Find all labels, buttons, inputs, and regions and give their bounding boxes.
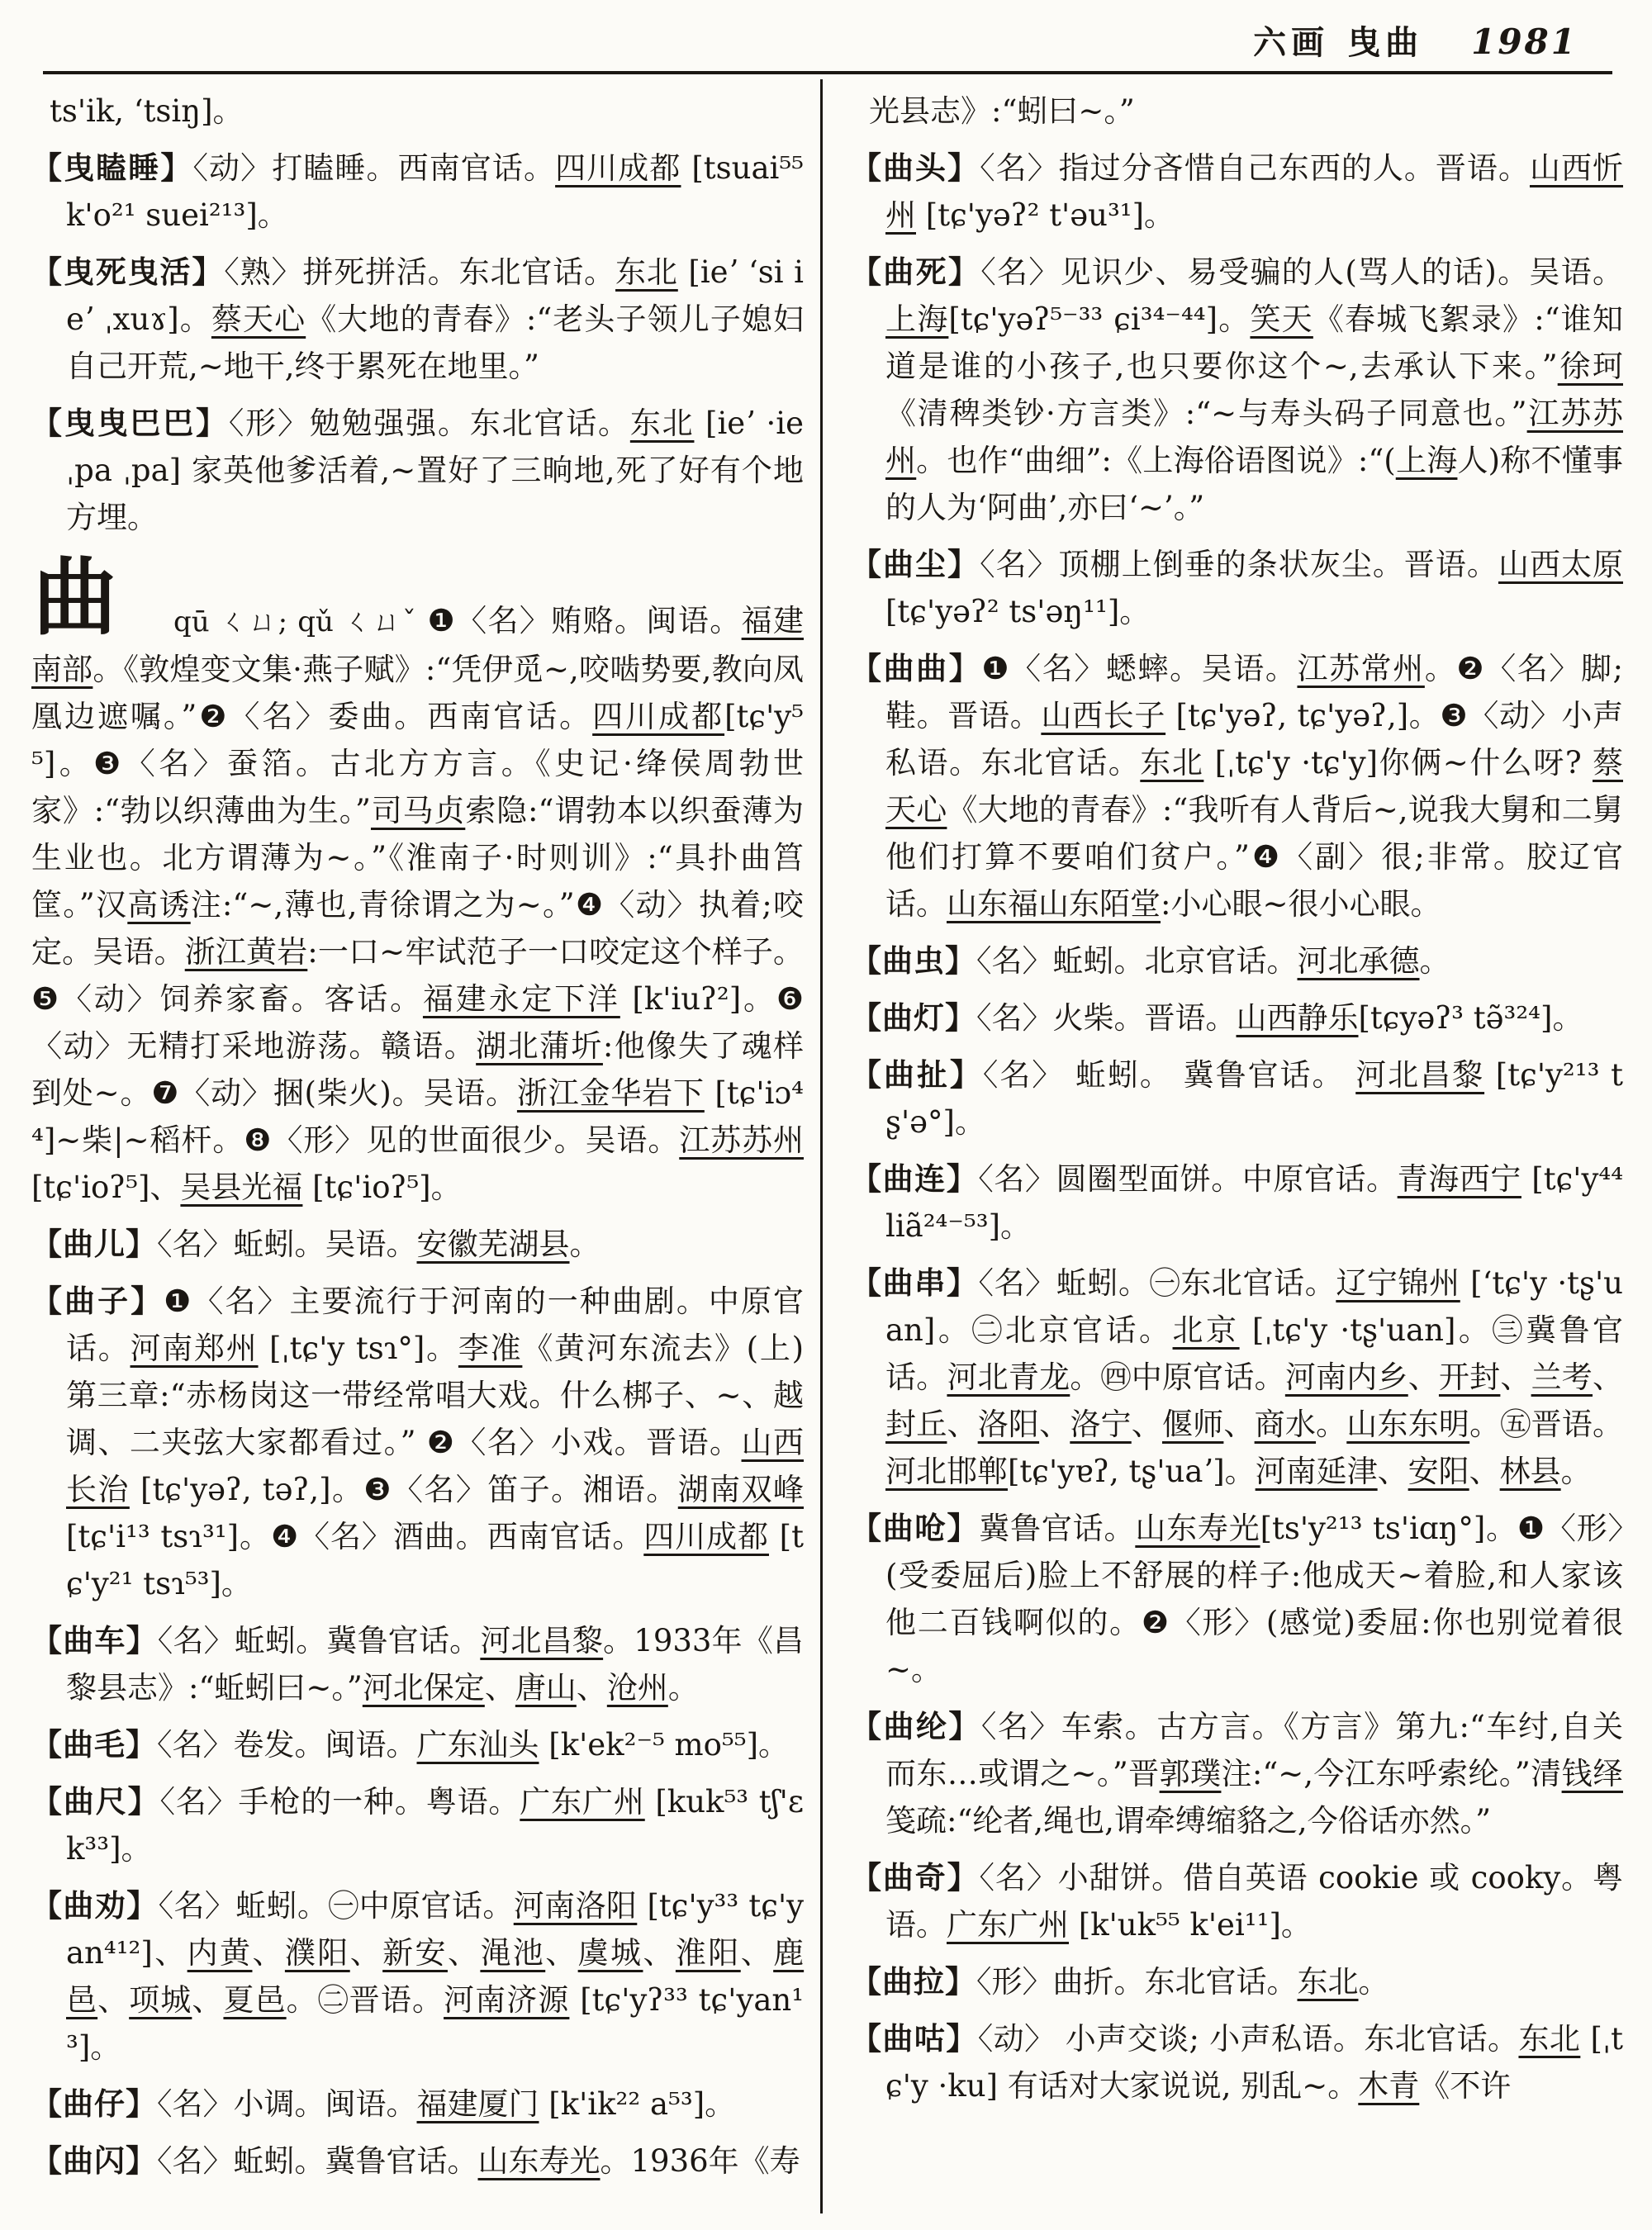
entry-headword: 【曳曳巴巴】 [31, 405, 229, 441]
dialect-location: 福建南部 [31, 603, 804, 687]
dictionary-entry: 【曲劝】〈名〉蚯蚓。㊀中原官话。河南洛阳 [tɕ'y³³ tɕ'yan⁴¹²]、内黄、濮阳、新安、渑池、虞城、淮阳、鹿邑、项城、夏邑。㊁晋语。河南济源 [tɕ'yʔ³³ tɕ'yan¹³]。 [31, 1887, 805, 2065]
dialect-location: 蔡天心 [211, 301, 306, 337]
dialect-location: 濮阳 [284, 1935, 350, 1971]
dialect-location: 湖南双峰 [677, 1472, 805, 1507]
continuation-line: 光县志》:“蚓曰~。” [869, 93, 1135, 129]
dialect-location: 偃师 [1161, 1407, 1224, 1442]
dictionary-entry: 【曲虫】〈名〉蚯蚓。北京官话。河北承德。 [851, 942, 1450, 979]
dictionary-entry: 【曲扯】〈名〉 蚯蚓。 冀鲁官话。 河北昌黎 [tɕ'y²¹³ tʂ'ə°]。 [851, 1056, 1624, 1140]
dialect-location: 江苏苏州 [885, 396, 1623, 478]
dialect-location: 郭璞 [1159, 1756, 1222, 1791]
dialect-location: 河北邯郸 [885, 1454, 1008, 1489]
dialect-location: 东北 [629, 406, 695, 441]
dialect-location: 广东汕头 [416, 1727, 539, 1763]
dialect-location: 山西长子 [1041, 698, 1166, 733]
dialect-location: 山东寿光 [477, 2143, 601, 2179]
dictionary-entry: 【曲曲】❶〈名〉蟋蟀。吴语。江苏常州。❷〈名〉脚;鞋。晋语。山西长子 [tɕ'yəʔ, tɕ'yəʔ,]。❸〈动〉小声私语。东北官话。东北 [ˌtɕ'y ·tɕ'y]你俩~什么呀? 蔡天心《大地的青春》:“我听有人背后~,说我大舅和二舅他们打算不要咱们贫户。”❹〈副〉很;非常。胶辽官话。山东福山东陌堂:小心眼~很小心眼。 [851, 650, 1624, 922]
dialect-location: 山西太原 [1498, 547, 1624, 582]
entry-headword: 【曲劝】 [31, 1887, 159, 1924]
dictionary-entry: 【曲闪】〈名〉蚯蚓。冀鲁官话。山东寿光。1936年《寿 [31, 2142, 800, 2179]
dialect-location: 鹿邑 [66, 1935, 805, 2018]
dialect-location: 河南郑州 [130, 1331, 259, 1366]
entry-headword: 【曲尘】 [851, 546, 980, 582]
entry-headword: 【曲扯】 [851, 1056, 983, 1093]
dialect-location: 四川成都 [592, 699, 725, 734]
entry-headword: 【曲子】 [31, 1283, 164, 1319]
right-column [851, 88, 1623, 2119]
dialect-location: 兰考 [1531, 1359, 1593, 1395]
dictionary-entry: 【曲纶】〈名〉车索。古方言。《方言》第九:“车纣,自关而东…或谓之~。”晋郭璞注:“~,今江东呼索纶。”清钱绎笺疏:“纶者,绳也,谓牵缚缩貉之,今俗话亦然。” [851, 1708, 1624, 1839]
dialect-location: 山东东明 [1346, 1407, 1470, 1442]
dictionary-entry: 【曲车】〈名〉蚯蚓。冀鲁官话。河北昌黎。1933年《昌黎县志》:“蚯蚓曰~。”河北保定、唐山、沧州。 [31, 1622, 805, 1706]
dialect-location: 山东福山东陌堂 [947, 886, 1161, 922]
dialect-location: 洛宁 [1070, 1407, 1132, 1442]
dialect-location: 广东广州 [947, 1907, 1069, 1943]
dialect-location: 吴县光福 [180, 1170, 303, 1205]
main-character: 曲 [33, 548, 117, 648]
entry-headword: 【曲串】 [851, 1264, 979, 1301]
dialect-location: 木青 [1358, 2068, 1420, 2104]
dictionary-entry: 【曲死】〈名〉见识少、易受骗的人(骂人的话)。吴语。上海[tɕ'yəʔ⁵⁻³³ ɕi³⁴⁻⁴⁴]。笑天《春城飞絮录》:“谁知道是谁的小孩子,也只要你这个~,去承认下来。”徐珂《清稗类钞·方言类》:“~与寿头码子同意也。”江苏苏州。也作“曲细”:《上海俗语图说》:“(上海人)称不懂事的人为‘阿曲’,亦曰‘~’。” [851, 254, 1624, 525]
dialect-location: 李准 [458, 1331, 523, 1366]
dictionary-entry: 【曲头】〈名〉指过分吝惜自己东西的人。晋语。山西忻州 [tɕ'yəʔ² t'əu³¹]。 [851, 149, 1624, 233]
dictionary-entry: 【曲咕】〈动〉 小声交谈; 小声私语。东北官话。东北 [ˌtɕ'y ·ku] 有话对大家说说, 别乱~。木青《不许 [851, 2020, 1623, 2104]
dialect-location: 东北 [615, 254, 678, 290]
dialect-location: 开封 [1438, 1359, 1501, 1395]
dialect-location: 东北 [1518, 2021, 1581, 2057]
dictionary-entry: 【曲子】❶〈名〉主要流行于河南的一种曲剧。中原官话。河南郑州 [ˌtɕ'y tsɿ°]。李准《黄河东流去》(上)第三章:“赤杨岗这一带经常唱大戏。什么梆子、~、越调、二夹弦大家都看过。” ❷〈名〉小戏。晋语。山西长治 [tɕ'yəʔ, təʔ,]。❸〈名〉笛子。湘语。湖南双峰 [tɕ'i¹³ tsɿ³¹]。❹〈名〉酒曲。西南官话。四川成都 [tɕ'y²¹ tsɿ⁵³]。 [31, 1283, 805, 1601]
dialect-location: 山西忻州 [885, 150, 1624, 233]
dialect-location: 新安 [382, 1935, 448, 1971]
dialect-location: 徐珂 [1557, 349, 1623, 384]
page-header [0, 17, 1578, 64]
entry-headword: 【曲曲】 [851, 650, 982, 686]
dialect-location: 东北 [1297, 1964, 1359, 2000]
dialect-location: 林县 [1499, 1454, 1561, 1489]
entry-headword: 【曲车】 [31, 1622, 158, 1658]
dialect-location: 渑池 [480, 1935, 546, 1971]
dictionary-entry: 【曲儿】〈名〉蚯蚓。吴语。安徽芜湖县。 [31, 1226, 601, 1262]
dialect-location: 福建厦门 [416, 2086, 539, 2122]
dictionary-entry: 【曲呛】冀鲁官话。山东寿光[ts'y²¹³ ts'iɑŋ°]。❶〈形〉(受委屈后)脸上不舒展的样子:他成天~着脸,和人家该他二百钱啊似的。❷〈形〉(感觉)委屈:你也别觉着很~。 [851, 1510, 1624, 1687]
dictionary-entry: 【曲串】〈名〉蚯蚓。㊀东北官话。辽宁锦州 [ʻtɕ'y ·tʂ'uan]。㊁北京官话。北京 [ˌtɕ'y ·tʂ'uan]。㊂冀鲁官话。河北青龙。㊃中原官话。河南内乡、开封、兰考、封丘、洛阳、洛宁、偃师、商水。山东东明。㊄晋语。河北邯郸[tɕ'yɐʔ, tʂ'uaʼ]。河南延津、安阳、林县。 [851, 1264, 1624, 1489]
dictionary-entry: 【曲灯】〈名〉火柴。晋语。山西静乐[tɕyəʔ³ tə̃³²⁴]。 [851, 999, 1583, 1036]
dialect-location: 钱绎 [1561, 1756, 1624, 1791]
dialect-location: 河北青龙 [947, 1359, 1070, 1395]
entry-headword: 【曲虫】 [851, 942, 976, 979]
dialect-location: 湖北蒲圻 [476, 1028, 603, 1064]
dialect-location: 沧州 [606, 1670, 668, 1706]
entry-headword: 【曲头】 [851, 149, 980, 186]
header-rule [43, 71, 1612, 74]
dictionary-entry: 【曲尺】〈名〉手枪的一种。粤语。广东广州 [kuk⁵³ tʃ'ɛk³³]。 [31, 1783, 805, 1867]
dialect-location: 安阳 [1408, 1454, 1469, 1489]
dialect-location: 青海西宁 [1397, 1161, 1521, 1197]
dialect-location: 福建永定下洋 [422, 981, 620, 1017]
dialect-location: 河北承德 [1297, 943, 1420, 979]
dialect-location: 淮阳 [675, 1935, 741, 1971]
dialect-location: 笑天 [1250, 301, 1313, 337]
dialect-location: 封丘 [885, 1407, 947, 1442]
entry-headword: 【曲咕】 [851, 2020, 978, 2057]
dialect-location: 洛阳 [977, 1407, 1040, 1442]
dictionary-entry: 【曲连】〈名〉圆圈型面饼。中原官话。青海西宁 [tɕ'y⁴⁴ liã²⁴⁻⁵³]。 [851, 1160, 1624, 1244]
pinyin-reading: qū ㄑㄩ; qǔ ㄑㄩˇ [173, 605, 428, 638]
entry-headword: 【曲尺】 [31, 1783, 160, 1820]
dialect-location: 东北 [1140, 745, 1204, 780]
page-number: 1981 [1471, 21, 1578, 62]
dictionary-entry-main-character [31, 548, 805, 1211]
dialect-location: 山西静乐 [1236, 1000, 1359, 1036]
dialect-location: 河南洛阳 [513, 1888, 638, 1924]
dialect-location: 项城 [129, 1982, 192, 2018]
dialect-location: 广东广州 [520, 1784, 645, 1820]
dictionary-entry: 【曲尘】〈名〉顶棚上倒垂的条状灰尘。晋语。山西太原 [tɕ'yəʔ² ts'əŋ¹¹]。 [851, 546, 1624, 629]
dialect-location: 山东寿光 [1135, 1511, 1260, 1546]
dialect-location: 上海 [1395, 443, 1458, 478]
entry-headword: 【曲儿】 [31, 1226, 157, 1262]
continuation-line: ts'ik, ʻtsiŋ]。 [50, 93, 244, 129]
dictionary-entry: 【曳死曳活】〈熟〉拼死拼活。东北官话。东北 [ieʼ ʻsi ieʼ ˌxuɤ]。蔡天心《大地的青春》:“老头子领儿子媳妇自己开荒,~地干,终于累死在地里。” [31, 254, 805, 384]
dialect-location: 上海 [885, 301, 949, 337]
entry-headword: 【曲灯】 [851, 999, 976, 1036]
dialect-location: 河北保定 [362, 1670, 485, 1706]
entry-headword: 【曲连】 [851, 1160, 979, 1197]
dialect-location: 河南内乡 [1284, 1359, 1408, 1395]
left-column [31, 88, 804, 2194]
dictionary-entry: 【曲奇】〈名〉小甜饼。借自英语 cookie 或 cooky。粤语。广东广州 [k'uk⁵⁵ k'ei¹¹]。 [851, 1859, 1623, 1943]
dictionary-entry: 【曳瞌睡】〈动〉打瞌睡。西南官话。四川成都 [tsuai⁵⁵ k'o²¹ suei²¹³]。 [31, 149, 805, 233]
dialect-location: 虞城 [577, 1935, 643, 1971]
entry-headword: 【曲呛】 [851, 1510, 980, 1546]
dialect-location: 河北昌黎 [1355, 1057, 1485, 1093]
dialect-location: 高诱 [127, 887, 191, 923]
entry-body: qū ㄑㄩ; qǔ ㄑㄩˇ ❶〈名〉贿赂。闽语。福建南部。《敦煌变文集·燕子赋》:“凭伊觅~,咬啮势要,教向凤凰边遮嘱。”❷〈名〉委曲。西南官话。四川成都[tɕ'y⁵⁵]。❸〈名〉蚕箔。古北方方言。《史记·绛侯周勃世家》:“勃以织薄曲为生。”司马贞索隐:“谓勃本以织蚕薄为生业也。北方谓薄为~。”《淮南子·时则训》:“具扑曲筥筐。”汉高诱注:“~,薄也,青徐谓之为~。”❹〈动〉执着;咬定。吴语。浙江黄岩:一口~牢试范子一口咬定这个样子。❺〈动〉饲养家畜。客话。福建永定下洋 [k'iuʔ²]。❻〈动〉无精打采地游荡。赣语。湖北蒲圻:他像失了魂样到处~。❼〈动〉捆(柴火)。吴语。浙江金华岩下 [tɕ'iɔ⁴⁴]~柴|~稻杆。❽〈形〉见的世面很少。吴语。江苏苏州 [tɕ'ioʔ⁵]、吴县光福 [tɕ'ioʔ⁵]。 [31, 603, 805, 1205]
entry-headword: 【曳死曳活】 [31, 254, 225, 290]
dialect-location: 唐山 [515, 1670, 577, 1706]
section-characters: 曳曲 [1347, 24, 1424, 62]
dialect-location: 北京 [1172, 1312, 1240, 1348]
dialect-location: 辽宁锦州 [1336, 1265, 1460, 1301]
dialect-location: 夏邑 [223, 1982, 287, 2018]
entry-headword: 【曲纶】 [851, 1708, 981, 1744]
dictionary-entry: 【曲毛】〈名〉卷发。闽语。广东汕头 [k'ek²⁻⁵ mo⁵⁵]。 [31, 1726, 790, 1763]
dialect-location: 河北昌黎 [480, 1623, 604, 1658]
dialect-location: 浙江金华岩下 [516, 1075, 705, 1111]
entry-headword: 【曲毛】 [31, 1726, 157, 1763]
entry-headword: 【曲拉】 [851, 1963, 976, 2000]
entry-headword: 【曲奇】 [851, 1859, 980, 1896]
dictionary-entry: 【曳曳巴巴】〈形〉勉勉强强。东北官话。东北 [ieʼ ·ie ˌpa ˌpa] 家英他爹活着,~置好了三晌地,死了好有个地方埋。 [31, 405, 805, 535]
dialect-location: 司马贞 [370, 793, 466, 828]
entry-headword: 【曲闪】 [31, 2142, 157, 2179]
dialect-location: 四川成都 [555, 150, 681, 186]
dialect-location: 浙江黄岩 [184, 934, 308, 970]
dialect-location: 河南延津 [1255, 1454, 1378, 1489]
dialect-location: 江苏苏州 [679, 1122, 805, 1158]
column-divider [820, 79, 823, 2213]
dialect-location: 河南济源 [444, 1982, 570, 2018]
dialect-location: 安徽芜湖县 [416, 1226, 570, 1262]
dialect-location: 四川成都 [643, 1519, 769, 1554]
dictionary-entry: 【曲仔】〈名〉小调。闽语。福建厦门 [k'ik²² a⁵³]。 [31, 2085, 736, 2122]
dialect-location: 内黄 [187, 1935, 253, 1971]
dialect-location: 山西长治 [66, 1425, 804, 1507]
dialect-location: 蔡天心 [885, 745, 1623, 828]
entry-headword: 【曳瞌睡】 [31, 149, 193, 186]
stroke-count-label: 六画 [1253, 24, 1330, 62]
dialect-location: 江苏常州 [1297, 651, 1425, 686]
dictionary-entry: 【曲拉】〈形〉曲折。东北官话。东北。 [851, 1963, 1389, 2000]
entry-headword: 【曲死】 [851, 254, 981, 290]
dialect-location: 商水 [1254, 1407, 1317, 1442]
entry-headword: 【曲仔】 [31, 2085, 157, 2122]
